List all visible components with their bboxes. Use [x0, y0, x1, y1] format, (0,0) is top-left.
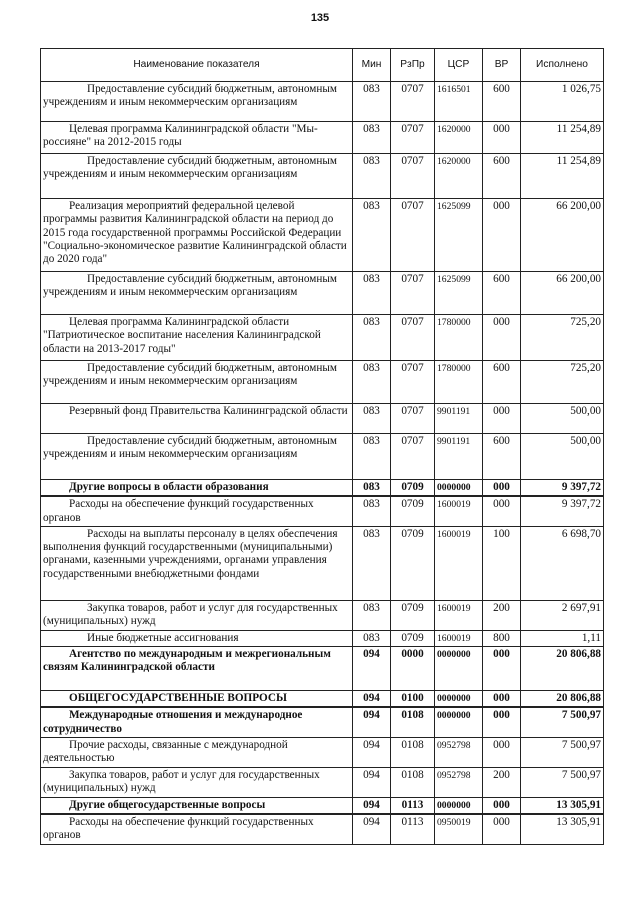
table-row	[41, 199, 604, 272]
header-rzpr: РзПр	[391, 49, 435, 82]
table-row	[41, 272, 604, 315]
row-csr: 0000000	[435, 647, 483, 691]
row-done: 6 698,70	[521, 526, 604, 600]
row-min: 094	[353, 814, 391, 844]
row-rzpr: 0707	[391, 199, 435, 272]
header-done: Исполнено	[521, 49, 604, 82]
table-row	[41, 630, 604, 646]
row-vr: 200	[483, 767, 521, 797]
row-min: 094	[353, 767, 391, 797]
page-number: 135	[310, 12, 330, 24]
row-min: 094	[353, 647, 391, 691]
row-done: 11 254,89	[521, 154, 604, 199]
table-row	[41, 496, 604, 526]
row-name: Предоставление субсидий бюджетным, автономным учреждениям и иным некоммерческим организациям	[41, 434, 353, 480]
row-min: 083	[353, 496, 391, 526]
table-row	[41, 767, 604, 797]
row-csr: 0952798	[435, 767, 483, 797]
row-csr: 0000000	[435, 707, 483, 737]
table-row	[41, 814, 604, 844]
row-min: 083	[353, 154, 391, 199]
row-done: 7 500,97	[521, 707, 604, 737]
row-name: Закупка товаров, работ и услуг для государственных (муниципальных) нужд	[41, 767, 353, 797]
row-done: 9 397,72	[521, 480, 604, 497]
row-csr: 0952798	[435, 738, 483, 768]
row-min: 083	[353, 315, 391, 361]
row-rzpr: 0707	[391, 315, 435, 361]
row-min: 083	[353, 272, 391, 315]
row-csr: 1600019	[435, 496, 483, 526]
row-min: 083	[353, 480, 391, 497]
table-row	[41, 600, 604, 630]
row-vr: 000	[483, 738, 521, 768]
row-vr: 000	[483, 797, 521, 814]
row-vr: 200	[483, 600, 521, 630]
row-rzpr: 0709	[391, 480, 435, 497]
row-done: 11 254,89	[521, 122, 604, 154]
row-min: 083	[353, 630, 391, 646]
row-rzpr: 0709	[391, 630, 435, 646]
row-name: ОБЩЕГОСУДАРСТВЕННЫЕ ВОПРОСЫ	[41, 691, 353, 708]
row-done: 20 806,88	[521, 691, 604, 708]
row-min: 094	[353, 738, 391, 768]
row-vr: 000	[483, 315, 521, 361]
row-csr: 1620000	[435, 122, 483, 154]
row-rzpr: 0707	[391, 361, 435, 404]
row-rzpr: 0707	[391, 434, 435, 480]
row-done: 2 697,91	[521, 600, 604, 630]
row-rzpr: 0108	[391, 707, 435, 737]
table-row	[41, 707, 604, 737]
header-name: Наименование показателя	[41, 49, 353, 82]
row-name: Расходы на выплаты персоналу в целях обеспечения выполнения функций государственными (муниципальными) органами, казенными учреждениями, органами управления государственными внебюджетными фондами	[41, 526, 353, 600]
row-rzpr: 0709	[391, 600, 435, 630]
row-vr: 800	[483, 630, 521, 646]
row-rzpr: 0707	[391, 122, 435, 154]
row-done: 66 200,00	[521, 272, 604, 315]
row-min: 083	[353, 361, 391, 404]
row-rzpr: 0100	[391, 691, 435, 708]
row-min: 083	[353, 600, 391, 630]
table-row	[41, 738, 604, 768]
row-vr: 000	[483, 814, 521, 844]
row-name: Расходы на обеспечение функций государственных органов	[41, 496, 353, 526]
header-vr: ВР	[483, 49, 521, 82]
row-min: 083	[353, 122, 391, 154]
row-name: Реализация мероприятий федеральной целевой программы развития Калининградской области на период до 2015 года государственной программы Российской Федерации "Социально-экономическое развитие Калининградской области до 2020 года"	[41, 199, 353, 272]
row-min: 083	[353, 404, 391, 434]
row-done: 7 500,97	[521, 767, 604, 797]
row-vr: 000	[483, 122, 521, 154]
row-csr: 0950019	[435, 814, 483, 844]
table-row	[41, 480, 604, 497]
row-done: 500,00	[521, 404, 604, 434]
row-csr: 1616501	[435, 82, 483, 122]
row-rzpr: 0707	[391, 154, 435, 199]
header-csr: ЦСР	[435, 49, 483, 82]
row-rzpr: 0113	[391, 814, 435, 844]
row-name: Предоставление субсидий бюджетным, автономным учреждениям и иным некоммерческим организациям	[41, 272, 353, 315]
row-name: Закупка товаров, работ и услуг для государственных (муниципальных) нужд	[41, 600, 353, 630]
table-row	[41, 647, 604, 691]
row-csr: 1780000	[435, 361, 483, 404]
table-row	[41, 526, 604, 600]
row-vr: 000	[483, 496, 521, 526]
row-done: 9 397,72	[521, 496, 604, 526]
table-row	[41, 82, 604, 122]
row-rzpr: 0108	[391, 738, 435, 768]
row-rzpr: 0707	[391, 404, 435, 434]
row-done: 725,20	[521, 315, 604, 361]
row-name: Резервный фонд Правительства Калининградской области	[41, 404, 353, 434]
table-header-row	[41, 49, 604, 82]
row-csr: 1780000	[435, 315, 483, 361]
row-csr: 1600019	[435, 600, 483, 630]
row-vr: 000	[483, 647, 521, 691]
row-name: Целевая программа Калининградской области "Патриотическое воспитание населения Калининградской области на 2013-2017 годы"	[41, 315, 353, 361]
row-rzpr: 0108	[391, 767, 435, 797]
row-vr: 000	[483, 199, 521, 272]
table-row	[41, 315, 604, 361]
table-row	[41, 122, 604, 154]
table-row	[41, 434, 604, 480]
row-rzpr: 0709	[391, 526, 435, 600]
row-csr: 1620000	[435, 154, 483, 199]
row-done: 13 305,91	[521, 797, 604, 814]
row-name: Предоставление субсидий бюджетным, автономным учреждениям и иным некоммерческим организациям	[41, 82, 353, 122]
row-csr: 9901191	[435, 404, 483, 434]
row-vr: 600	[483, 434, 521, 480]
row-min: 094	[353, 797, 391, 814]
expenditure-table	[40, 48, 604, 845]
row-min: 083	[353, 434, 391, 480]
row-csr: 0000000	[435, 480, 483, 497]
row-rzpr: 0000	[391, 647, 435, 691]
table-row	[41, 361, 604, 404]
row-vr: 000	[483, 691, 521, 708]
row-done: 13 305,91	[521, 814, 604, 844]
row-csr: 1600019	[435, 630, 483, 646]
row-csr: 0000000	[435, 691, 483, 708]
row-vr: 600	[483, 272, 521, 315]
row-min: 094	[353, 691, 391, 708]
row-csr: 1625099	[435, 272, 483, 315]
row-name: Другие общегосударственные вопросы	[41, 797, 353, 814]
row-name: Другие вопросы в области образования	[41, 480, 353, 497]
row-name: Целевая программа Калининградской области "Мы-россияне" на 2012-2015 годы	[41, 122, 353, 154]
table-row	[41, 154, 604, 199]
row-done: 20 806,88	[521, 647, 604, 691]
row-csr: 0000000	[435, 797, 483, 814]
table-row	[41, 691, 604, 708]
row-csr: 9901191	[435, 434, 483, 480]
row-done: 1 026,75	[521, 82, 604, 122]
row-rzpr: 0707	[391, 272, 435, 315]
row-name: Расходы на обеспечение функций государственных органов	[41, 814, 353, 844]
row-min: 083	[353, 82, 391, 122]
row-done: 725,20	[521, 361, 604, 404]
row-done: 1,11	[521, 630, 604, 646]
row-name: Прочие расходы, связанные с международной деятельностью	[41, 738, 353, 768]
row-done: 7 500,97	[521, 738, 604, 768]
row-vr: 100	[483, 526, 521, 600]
row-vr: 600	[483, 82, 521, 122]
row-min: 083	[353, 526, 391, 600]
table-row	[41, 797, 604, 814]
row-rzpr: 0707	[391, 82, 435, 122]
row-name: Предоставление субсидий бюджетным, автономным учреждениям и иным некоммерческим организациям	[41, 154, 353, 199]
header-min: Мин	[353, 49, 391, 82]
row-min: 083	[353, 199, 391, 272]
row-vr: 600	[483, 361, 521, 404]
row-name: Агентство по международным и межрегиональным связям Калининградской области	[41, 647, 353, 691]
row-csr: 1600019	[435, 526, 483, 600]
row-done: 66 200,00	[521, 199, 604, 272]
row-vr: 000	[483, 480, 521, 497]
row-csr: 1625099	[435, 199, 483, 272]
row-done: 500,00	[521, 434, 604, 480]
row-rzpr: 0709	[391, 496, 435, 526]
row-name: Международные отношения и международное сотрудничество	[41, 707, 353, 737]
row-vr: 000	[483, 404, 521, 434]
row-min: 094	[353, 707, 391, 737]
row-vr: 000	[483, 707, 521, 737]
row-name: Предоставление субсидий бюджетным, автономным учреждениям и иным некоммерческим организациям	[41, 361, 353, 404]
row-name: Иные бюджетные ассигнования	[41, 630, 353, 646]
row-rzpr: 0113	[391, 797, 435, 814]
row-vr: 600	[483, 154, 521, 199]
table-row	[41, 404, 604, 434]
